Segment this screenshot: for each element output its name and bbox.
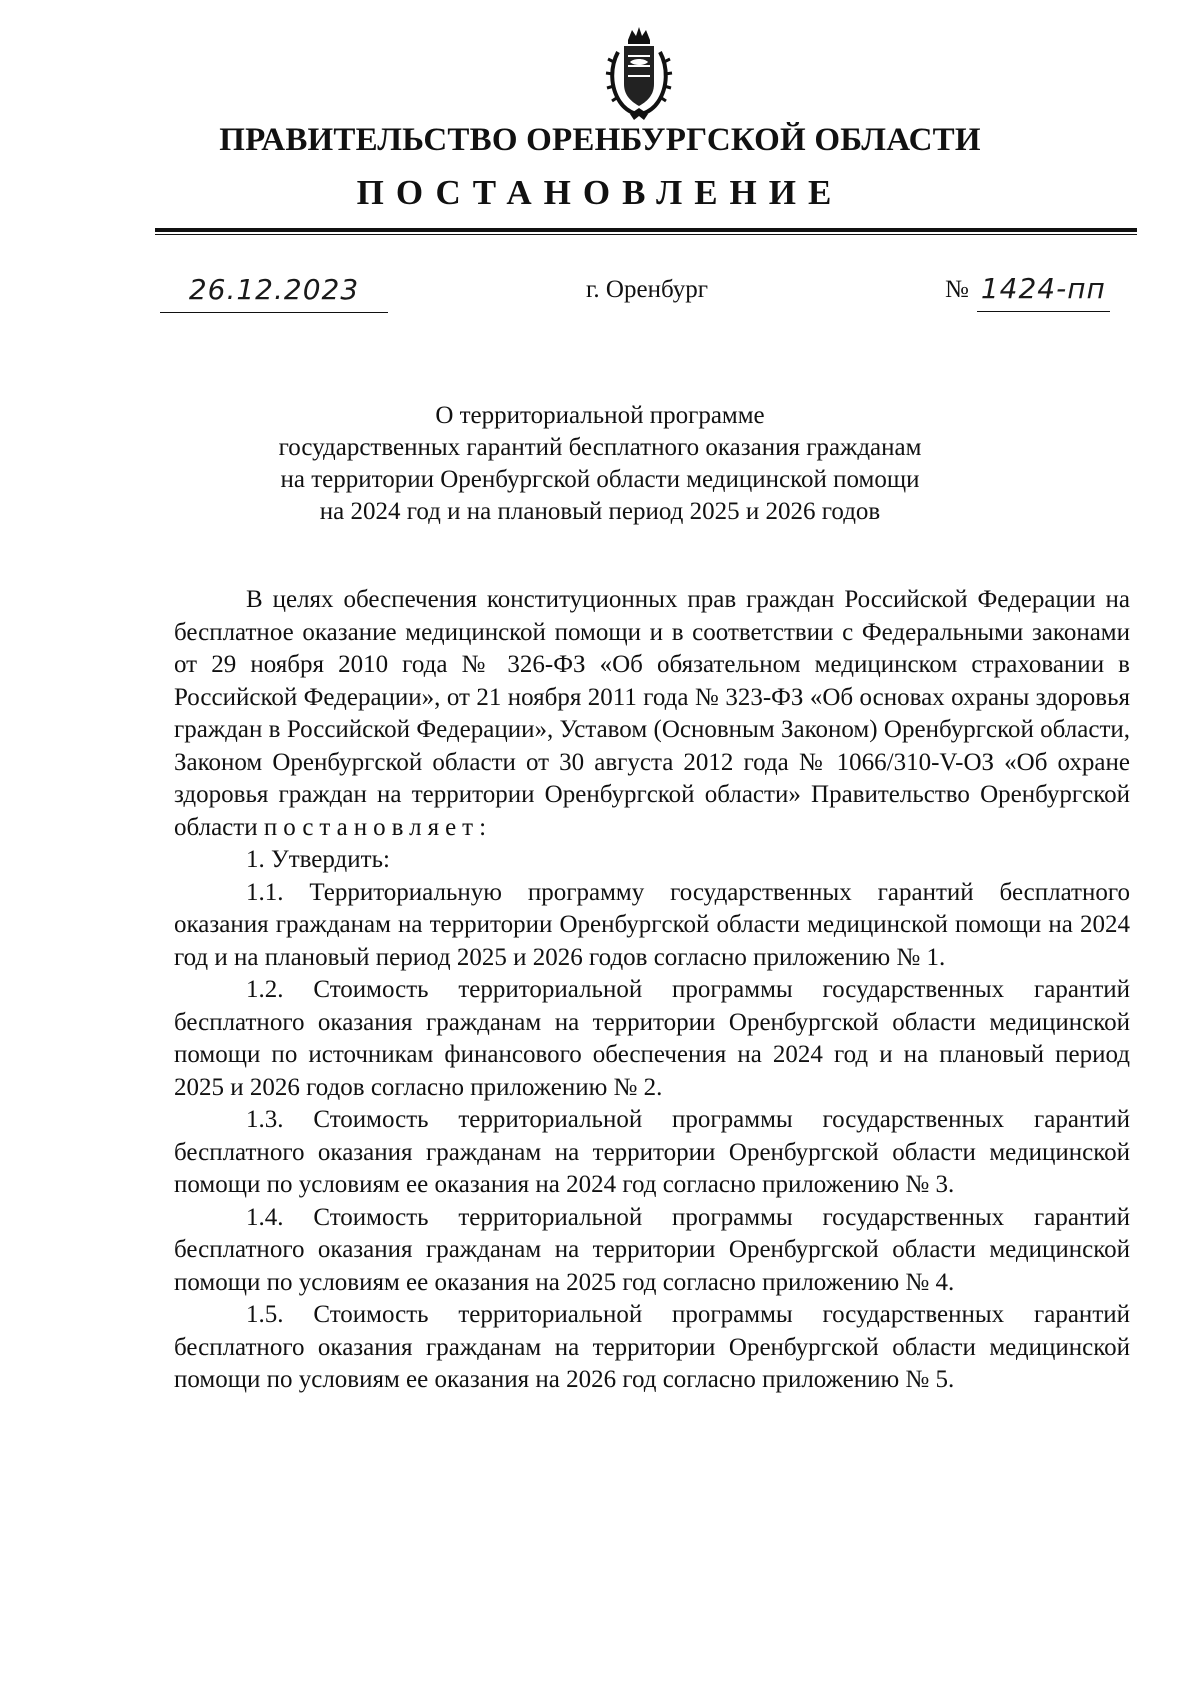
clause-paragraph: 1.5. Стоимость территориальной программы государственных гарантий бесплатного оказания гражданам на территории Оренбургской области медицинской помощи по условиям ее оказания на 2026 год согласно приложению № 5.	[174, 1301, 1130, 1393]
header-divider-thin	[155, 234, 1137, 235]
clause-paragraph: 1. Утвердить:	[246, 846, 390, 873]
preamble-text: В целях обеспечения конституционных прав граждан Российской Федерации на бесплатное оказание медицинской помощи и в соответствии с Федеральными законами от 29 ноября 2010 года № 326-ФЗ «Об обязательном медицинском страховании в Российской Федерации», от 21 ноября 2011 года № 323-ФЗ «Об основах охраны здоровья граждан в Российской Федерации», Уставом (Основным Законом) Оренбургской области, Законом Оренбургской области от 30 августа 2012 года № 1066/310-V-ОЗ «Об охране здоровья граждан на территории Оренбургской области» Правительство Оренбургской области	[174, 586, 1130, 841]
number-sign: №	[945, 276, 969, 303]
document-body	[174, 584, 1130, 1397]
header-divider-thick	[155, 228, 1137, 232]
government-title: ПРАВИТЕЛЬСТВО ОРЕНБУРГСКОЙ ОБЛАСТИ	[219, 122, 981, 158]
document-type-heading: ПОСТАНОВЛЕНИЕ	[356, 173, 844, 212]
document-city: г. Оренбург	[586, 276, 708, 303]
document-number-field	[945, 268, 1110, 312]
clause-paragraph: 1.3. Стоимость территориальной программы государственных гарантий бесплатного оказания гражданам на территории Оренбургской области медицинской помощи по условиям ее оказания на 2024 год согласно приложению № 3.	[174, 1106, 1130, 1198]
clause-paragraph: 1.1. Территориальную программу государственных гарантий бесплатного оказания гражданам на территории Оренбургской области медицинской помощи на 2024 год и на плановый период 2025 и 2026 годов согласно приложению № 1.	[174, 878, 1130, 971]
preamble-paragraph	[174, 584, 1130, 844]
decree-word: постановляет:	[263, 813, 493, 841]
subject-line: на территории Оренбургской области медицинской помощи	[280, 466, 920, 493]
subject-line: государственных гарантий бесплатного оказания гражданам	[278, 434, 922, 461]
clause-paragraph: 1.2. Стоимость территориальной программы государственных гарантий бесплатного оказания гражданам на территории Оренбургской области медицинской помощи по источникам финансового обеспечения на 2024 год и на плановый период 2025 и 2026 годов согласно приложению № 2.	[174, 976, 1130, 1101]
subject-line: О территориальной программе	[435, 402, 765, 429]
date-field	[160, 268, 388, 313]
document-number: 1424-пп	[977, 267, 1110, 312]
document-subject	[150, 400, 1050, 528]
subject-line: на 2024 год и на плановый период 2025 и 2026 годов	[319, 498, 881, 525]
document-date: 26.12.2023	[188, 273, 360, 306]
clause-paragraph: 1.4. Стоимость территориальной программы государственных гарантий бесплатного оказания гражданам на территории Оренбургской области медицинской помощи по условиям ее оказания на 2025 год согласно приложению № 4.	[174, 1203, 1130, 1296]
coat-of-arms-icon	[600, 22, 678, 122]
